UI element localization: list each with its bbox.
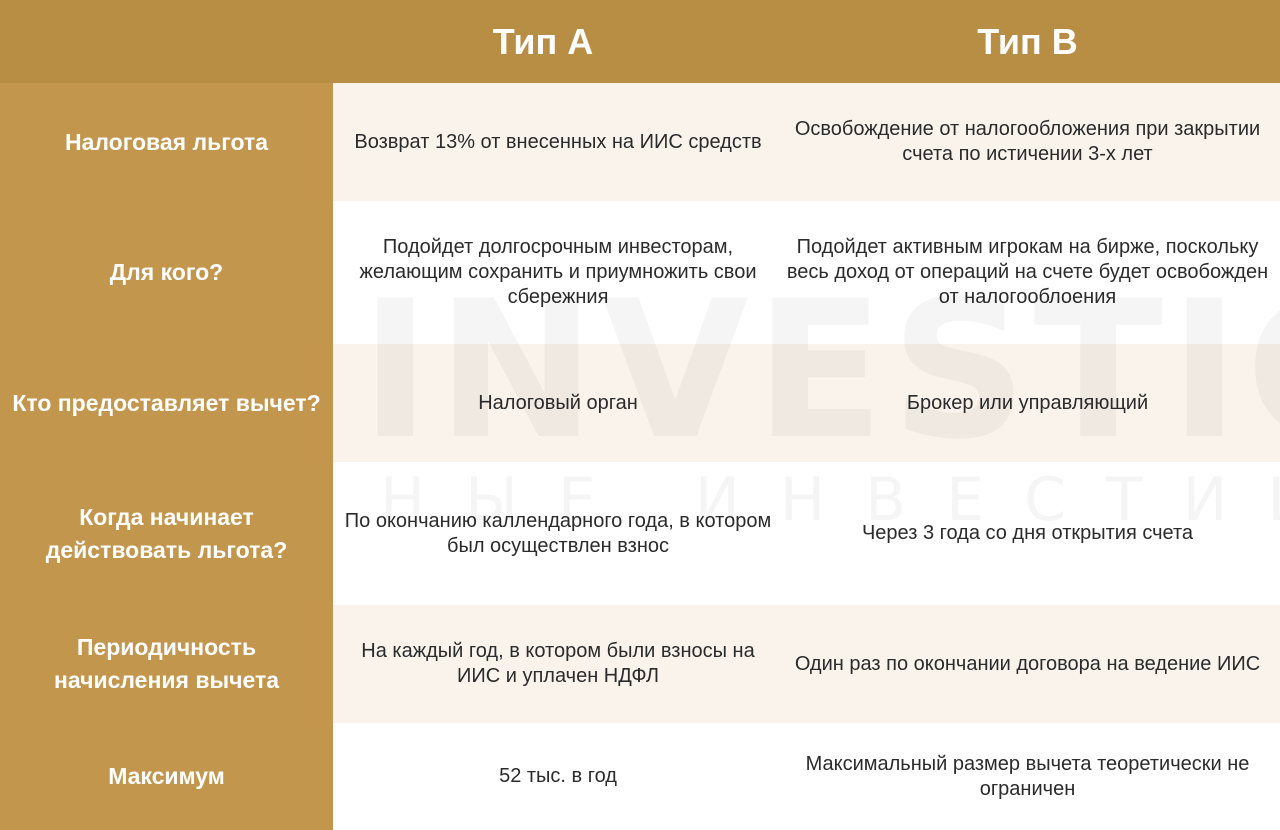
cell-type-a: Возврат 13% от внесенных на ИИС средств bbox=[354, 130, 762, 153]
table-row bbox=[0, 462, 1280, 605]
table-row bbox=[0, 605, 1280, 723]
cell-type-b: Освобождение от налогообложения при закрытии счета по истичении 3-х лет bbox=[794, 118, 1261, 165]
header-corner bbox=[0, 0, 333, 83]
cell-type-a: Подойдет долгосрочным инвесторам, желающим сохранить и приумножить свои сбережния bbox=[359, 236, 757, 308]
row-label: Периодичность начисления вычета bbox=[53, 634, 279, 693]
cell-type-b: Через 3 года со дня открытия счета bbox=[861, 522, 1194, 544]
cell-type-b: Брокер или управляющий bbox=[906, 391, 1149, 414]
table-row bbox=[0, 83, 1280, 201]
cell-type-a: На каждый год, в котором были взносы на ИИС и уплачен НДФЛ bbox=[361, 640, 755, 687]
cell-type-a: 52 тыс. в год bbox=[499, 765, 617, 787]
cell-type-b: Подойдет активным игрокам на бирже, поскольку весь доход от операций на счете будет освобожден от налогооблоения bbox=[786, 236, 1269, 308]
table-row bbox=[0, 201, 1280, 344]
row-label: Налоговая льгота bbox=[64, 128, 269, 155]
table-row bbox=[0, 344, 1280, 462]
row-label: Максимум bbox=[108, 763, 225, 789]
row-label: Для кого? bbox=[109, 259, 224, 285]
cell-type-b: Один раз по окончании договора на ведение ИИС bbox=[794, 652, 1261, 675]
column-title-type-b: Тип В bbox=[977, 20, 1078, 62]
row-label: Когда начинает действовать льгота? bbox=[45, 503, 288, 563]
table-row bbox=[0, 723, 1280, 830]
cell-type-a: По окончанию каллендарного года, в котором был осуществлен взнос bbox=[344, 509, 772, 557]
cell-type-a: Налоговый орган bbox=[478, 391, 638, 414]
cell-type-b: Максимальный размер вычета теоретически не ограничен bbox=[805, 752, 1250, 800]
table-header bbox=[0, 0, 1280, 83]
column-title-type-a: Тип А bbox=[492, 20, 594, 62]
row-label: Кто предоставляет вычет? bbox=[12, 389, 321, 416]
